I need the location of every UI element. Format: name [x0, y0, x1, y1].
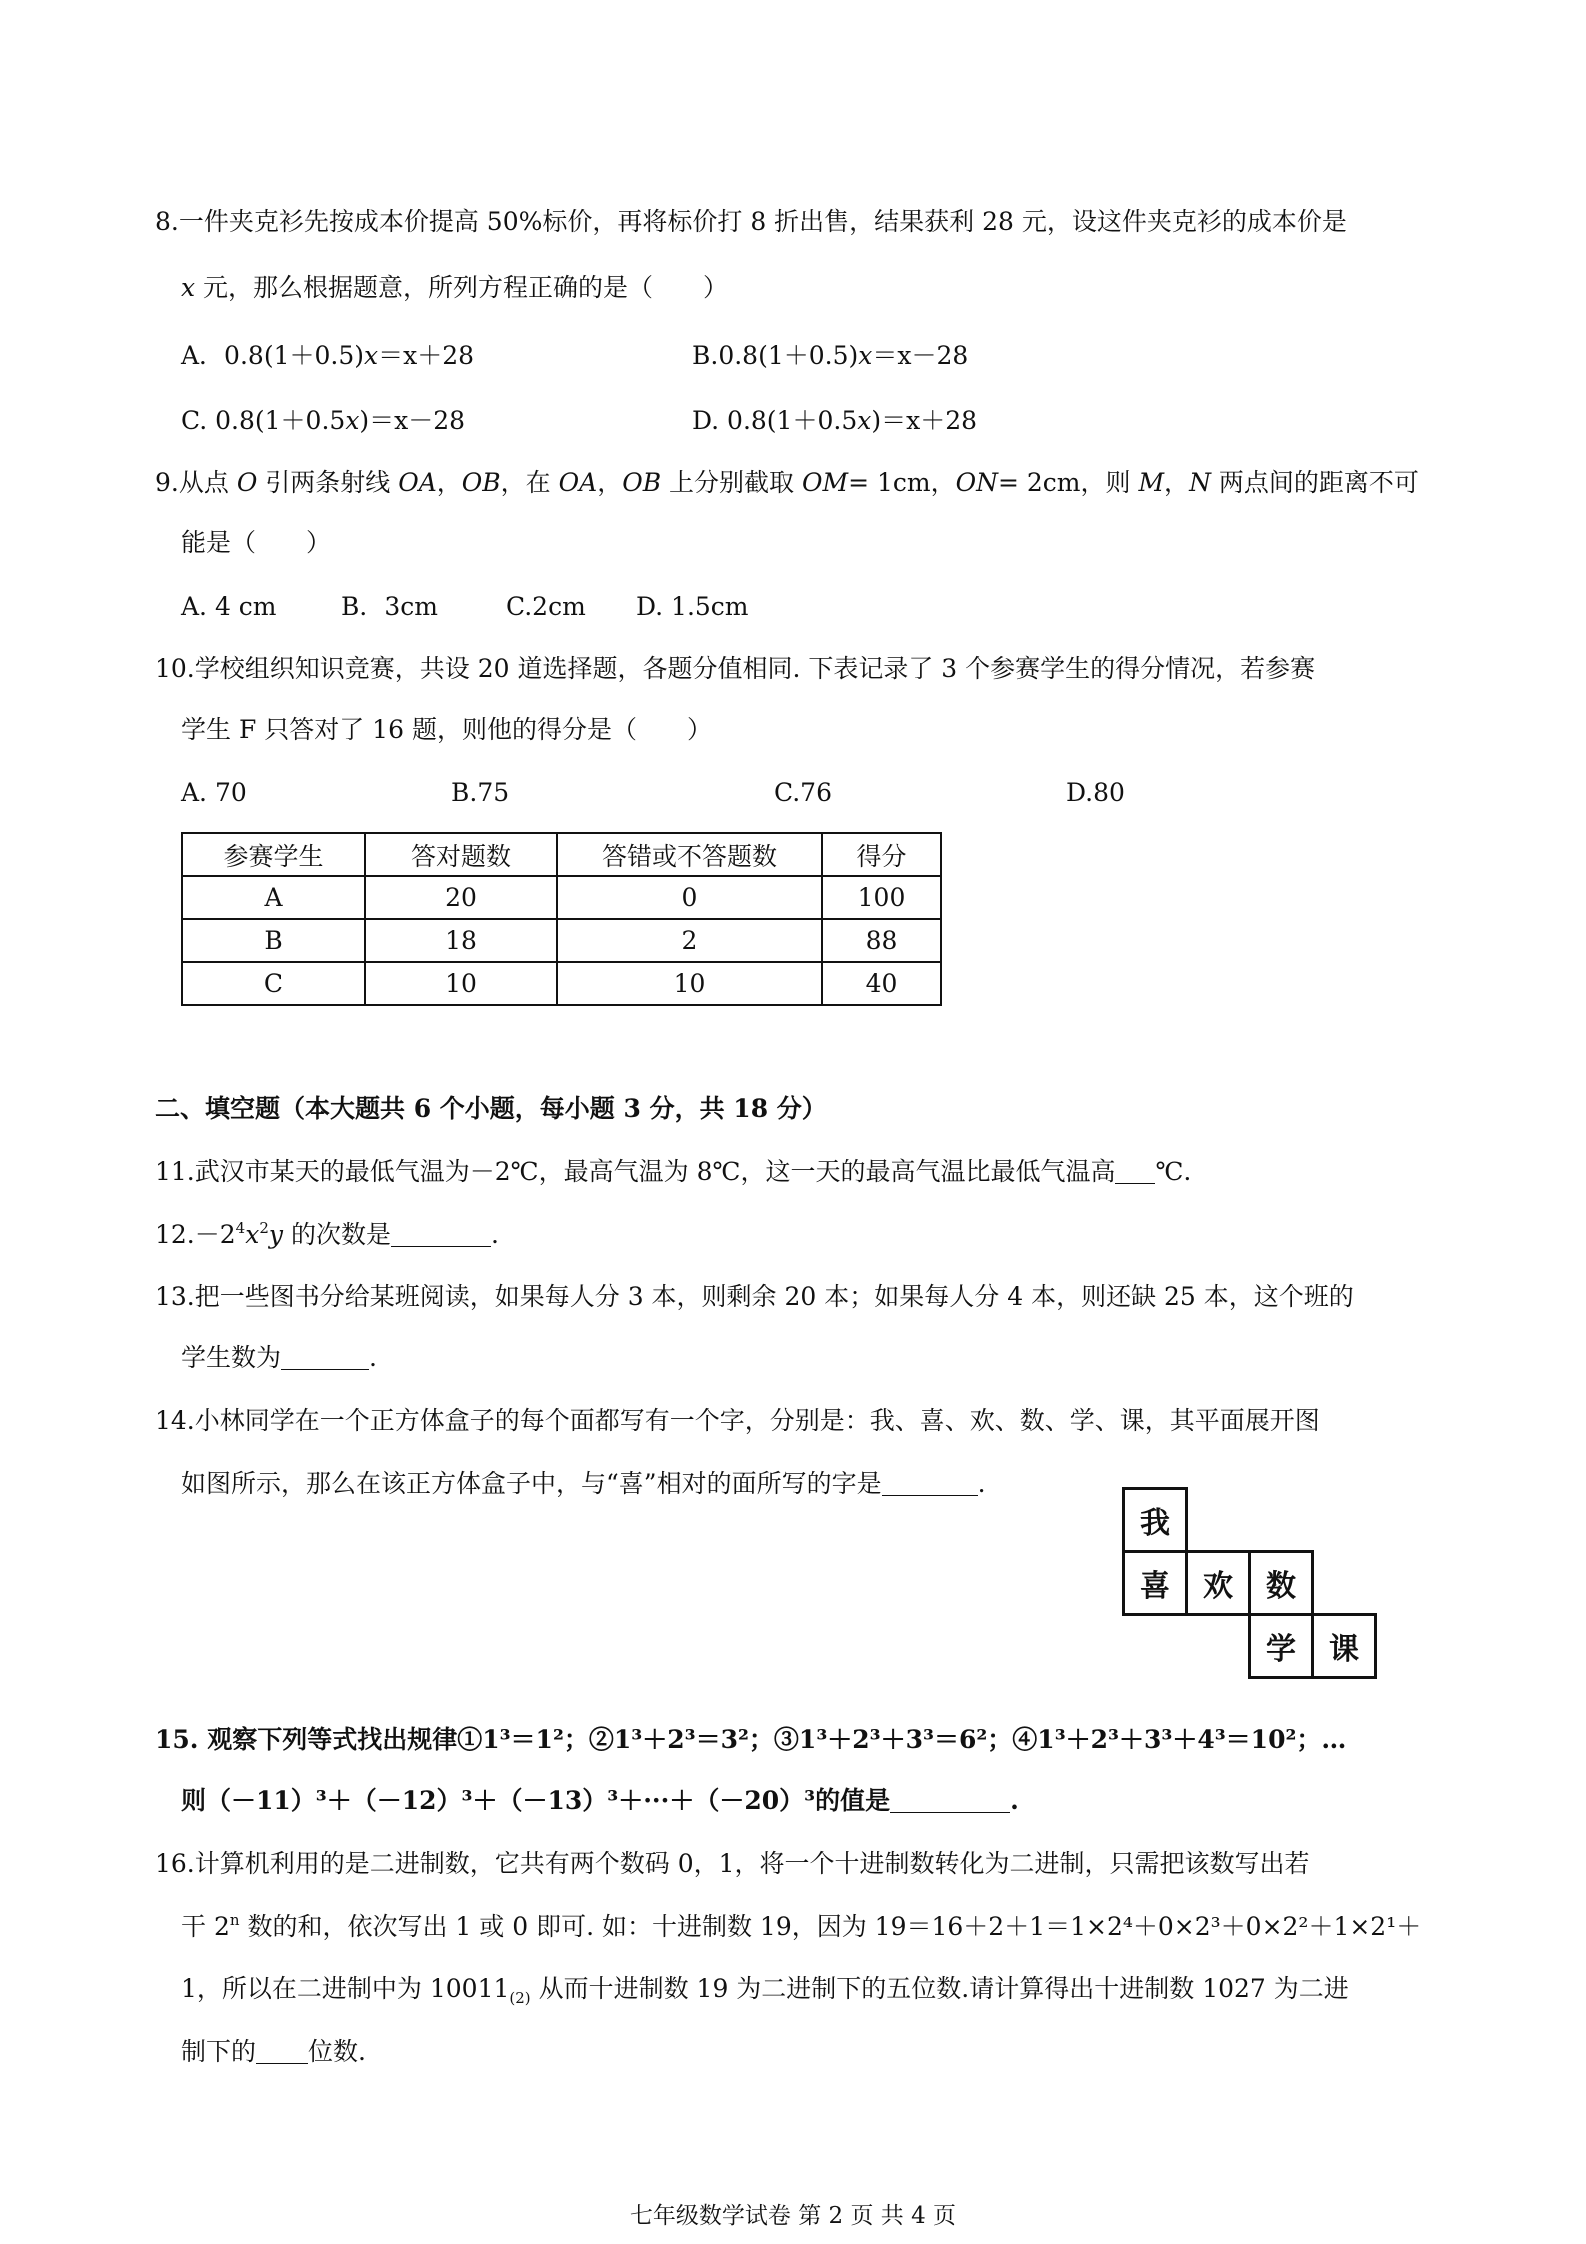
q9-t8: = 2cm，则: [997, 468, 1139, 497]
q12-y: y: [268, 1220, 283, 1249]
q16-line4-text: 制下的: [181, 2037, 257, 2066]
table-cell: 10: [365, 962, 557, 1005]
q8-option-a: [181, 339, 474, 373]
q12-line: [155, 1218, 499, 1252]
q12-pre: 12.－2: [155, 1220, 236, 1249]
q16-line2-exp: n: [229, 1911, 240, 1929]
q8-line2: [181, 271, 728, 305]
table-cell: C: [182, 962, 365, 1005]
q16-line3: [181, 1972, 1349, 2006]
table-cell: B: [182, 919, 365, 962]
q13-line2: [181, 1341, 377, 1375]
q9-n: N: [1189, 468, 1211, 497]
q10-line1: 10.学校组织知识竞赛，共设 20 道选择题，各题分值相同. 下表记录了 3 个参赛学生的得分情况，若参赛: [155, 654, 1316, 683]
q16-line2-post: 数的和，依次写出 1 或 0 即可. 如：十进制数 19，因为 19＝16＋2＋1＝1×2⁴＋0×2³＋0×2²＋1×2¹＋: [239, 1912, 1422, 1941]
q8-d-var: x: [857, 406, 872, 435]
q9-option-c: C.2cm: [506, 592, 586, 621]
q16-line4-end: 位数.: [308, 2037, 366, 2066]
q12-exp2: 2: [259, 1219, 269, 1237]
q8-option-d: [692, 404, 977, 438]
q9-line2: 能是（ ）: [181, 528, 332, 557]
cube-net-diagram: [1122, 1487, 1376, 1681]
q11-unit: ℃.: [1155, 1157, 1192, 1186]
table-row: [182, 919, 941, 962]
net-face-shu: 数: [1248, 1550, 1314, 1616]
q10-option-d: D.80: [1066, 778, 1125, 807]
net-face-xue: 学: [1248, 1613, 1314, 1679]
net-face-xi: 喜: [1122, 1550, 1188, 1616]
table-cell: 18: [365, 919, 557, 962]
q15-line2-text: 则（－11）³＋（－12）³＋（－13）³＋···＋（－20）³的值是: [181, 1786, 891, 1815]
q11-text: 11.武汉市某天的最低气温为－2℃，最高气温为 8℃，这一天的最高气温比最低气温高: [155, 1157, 1116, 1186]
q9-option-b: B．3cm: [341, 592, 438, 621]
q8-c-pre: C. 0.8(1＋0.5: [181, 406, 346, 435]
q10-option-c: C.76: [774, 778, 832, 807]
q9-t10: 两点间的距离不可: [1210, 468, 1419, 497]
q13-answer-blank: [281, 1343, 369, 1370]
table-header-cell: 答错或不答题数: [557, 833, 822, 876]
q9-t4: ，在: [500, 468, 559, 497]
q9-ob: OB: [461, 468, 501, 497]
q8-option-c: [181, 404, 465, 438]
q8-b-var: x: [858, 341, 873, 370]
q12-x: x: [245, 1220, 260, 1249]
q15-answer-blank: [890, 1786, 1010, 1813]
q9-om: OM: [801, 468, 849, 497]
q8-line1: 8.一件夹克衫先按成本价提高 50%标价，再将标价打 8 折出售，结果获利 28 元，设这件夹克衫的成本价是: [155, 207, 1347, 236]
q9-ob2: OB: [622, 468, 662, 497]
q8-b-pre: B.0.8(1＋0.5): [692, 341, 859, 370]
q16-line1: 16.计算机利用的是二进制数，它共有两个数码 0，1，将一个十进制数转化为二进制，只需把该数写出若: [155, 1849, 1310, 1878]
q9-on: ON: [955, 468, 998, 497]
q13-end: .: [369, 1343, 377, 1372]
q8-d-post: )＝x＋28: [871, 406, 978, 435]
q11-line: [155, 1155, 1191, 1189]
q8-line2-text: 元，那么根据题意，所列方程正确的是（ ）: [195, 273, 729, 302]
table-cell: A: [182, 876, 365, 919]
q9-oa2: OA: [558, 468, 598, 497]
table-header-cell: 参赛学生: [182, 833, 365, 876]
q8-d-pre: D. 0.8(1＋0.5: [692, 406, 858, 435]
q8-a-post: ＝x＋28: [378, 341, 475, 370]
table-header-cell: 答对题数: [365, 833, 557, 876]
table-row: [182, 962, 941, 1005]
q12-end: .: [490, 1220, 499, 1249]
table-cell: 88: [822, 919, 941, 962]
q16-line3-post: 从而十进制数 19 为二进制下的五位数.请计算得出十进制数 1027 为二进: [530, 1974, 1349, 2003]
q8-var-x: x: [181, 273, 196, 302]
table-row: [182, 876, 941, 919]
q9-m: M: [1138, 468, 1165, 497]
q9-t7: = 1cm，: [848, 468, 956, 497]
table-cell: 20: [365, 876, 557, 919]
q9-option-d: D. 1.5cm: [636, 592, 749, 621]
net-face-huan: 欢: [1185, 1550, 1251, 1616]
q10-option-b: B.75: [451, 778, 510, 807]
table-cell: 2: [557, 919, 822, 962]
q9-t2: 引两条射线: [257, 468, 399, 497]
page-footer: 七年级数学试卷 第 2 页 共 4 页: [629, 2203, 957, 2229]
table-cell: 0: [557, 876, 822, 919]
q8-option-b: [692, 339, 968, 373]
table-cell: 100: [822, 876, 941, 919]
q9-line1: [155, 466, 1419, 500]
table-header-cell: 得分: [822, 833, 941, 876]
q14-line1: 14.小林同学在一个正方体盒子的每个面都写有一个字，分别是：我、喜、欢、数、学、课，其平面展开图: [155, 1406, 1320, 1435]
q9-o: O: [236, 468, 258, 497]
q14-line2: [181, 1467, 986, 1501]
q13-line2-text: 学生数为: [181, 1343, 282, 1372]
q12-post: 的次数是: [283, 1220, 391, 1249]
q8-b-post: ＝x－28: [872, 341, 969, 370]
q9-t6: 上分别截取: [661, 468, 802, 497]
q16-line2-pre: 干 2: [181, 1912, 230, 1941]
q9-oa: OA: [398, 468, 437, 497]
q16-line4: [181, 2035, 366, 2069]
q8-a-var: x: [363, 341, 379, 370]
section-2-title: 二、填空题（本大题共 6 个小题，每小题 3 分，共 18 分）: [155, 1094, 827, 1123]
q10-line2: 学生 F 只答对了 16 题，则他的得分是（ ）: [181, 715, 712, 744]
q11-answer-blank: [1115, 1157, 1155, 1184]
q13-line1: 13.把一些图书分给某班阅读，如果每人分 3 本，则剩余 20 本；如果每人分 4 本，则还缺 25 本，这个班的: [155, 1282, 1354, 1311]
q9-t5: ，: [597, 468, 623, 497]
q16-line3-sub: (2): [509, 1989, 531, 2007]
q14-line2-text: 如图所示，那么在该正方体盒子中，与“喜”相对的面所写的字是: [181, 1469, 882, 1498]
q15-end: .: [1010, 1786, 1019, 1815]
q9-t9: ，: [1164, 468, 1190, 497]
table-cell: 10: [557, 962, 822, 1005]
q9-t1: 9.从点: [155, 468, 237, 497]
score-table: [181, 832, 942, 1006]
q8-a-pre: A．0.8(1＋0.5): [181, 341, 364, 370]
q15-line1: 15. 观察下列等式找出规律①1³＝1²；②1³＋2³＝3²；③1³＋2³＋3³＝6²；④1³＋2³＋3³＋4³＝10²；…: [155, 1725, 1347, 1754]
q15-line2: [181, 1784, 1019, 1818]
net-face-ke: 课: [1311, 1613, 1377, 1679]
q10-option-a: A. 70: [181, 778, 247, 807]
q14-end: .: [977, 1469, 986, 1498]
q9-t3: ，: [436, 468, 462, 497]
q9-option-a: A. 4 cm: [181, 592, 277, 621]
q14-answer-blank: [882, 1469, 978, 1496]
q16-answer-blank: [256, 2037, 308, 2064]
q12-exp4: 4: [235, 1219, 246, 1237]
q8-c-var: x: [345, 406, 360, 435]
table-cell: 40: [822, 962, 941, 1005]
q8-c-post: )＝x－28: [359, 406, 466, 435]
net-face-wo: 我: [1122, 1487, 1188, 1553]
q12-answer-blank: [391, 1220, 491, 1247]
q16-line3-pre: 1，所以在二进制中为 10011: [181, 1974, 510, 2003]
q16-line2: [181, 1910, 1421, 1944]
table-header-row: [182, 833, 941, 876]
